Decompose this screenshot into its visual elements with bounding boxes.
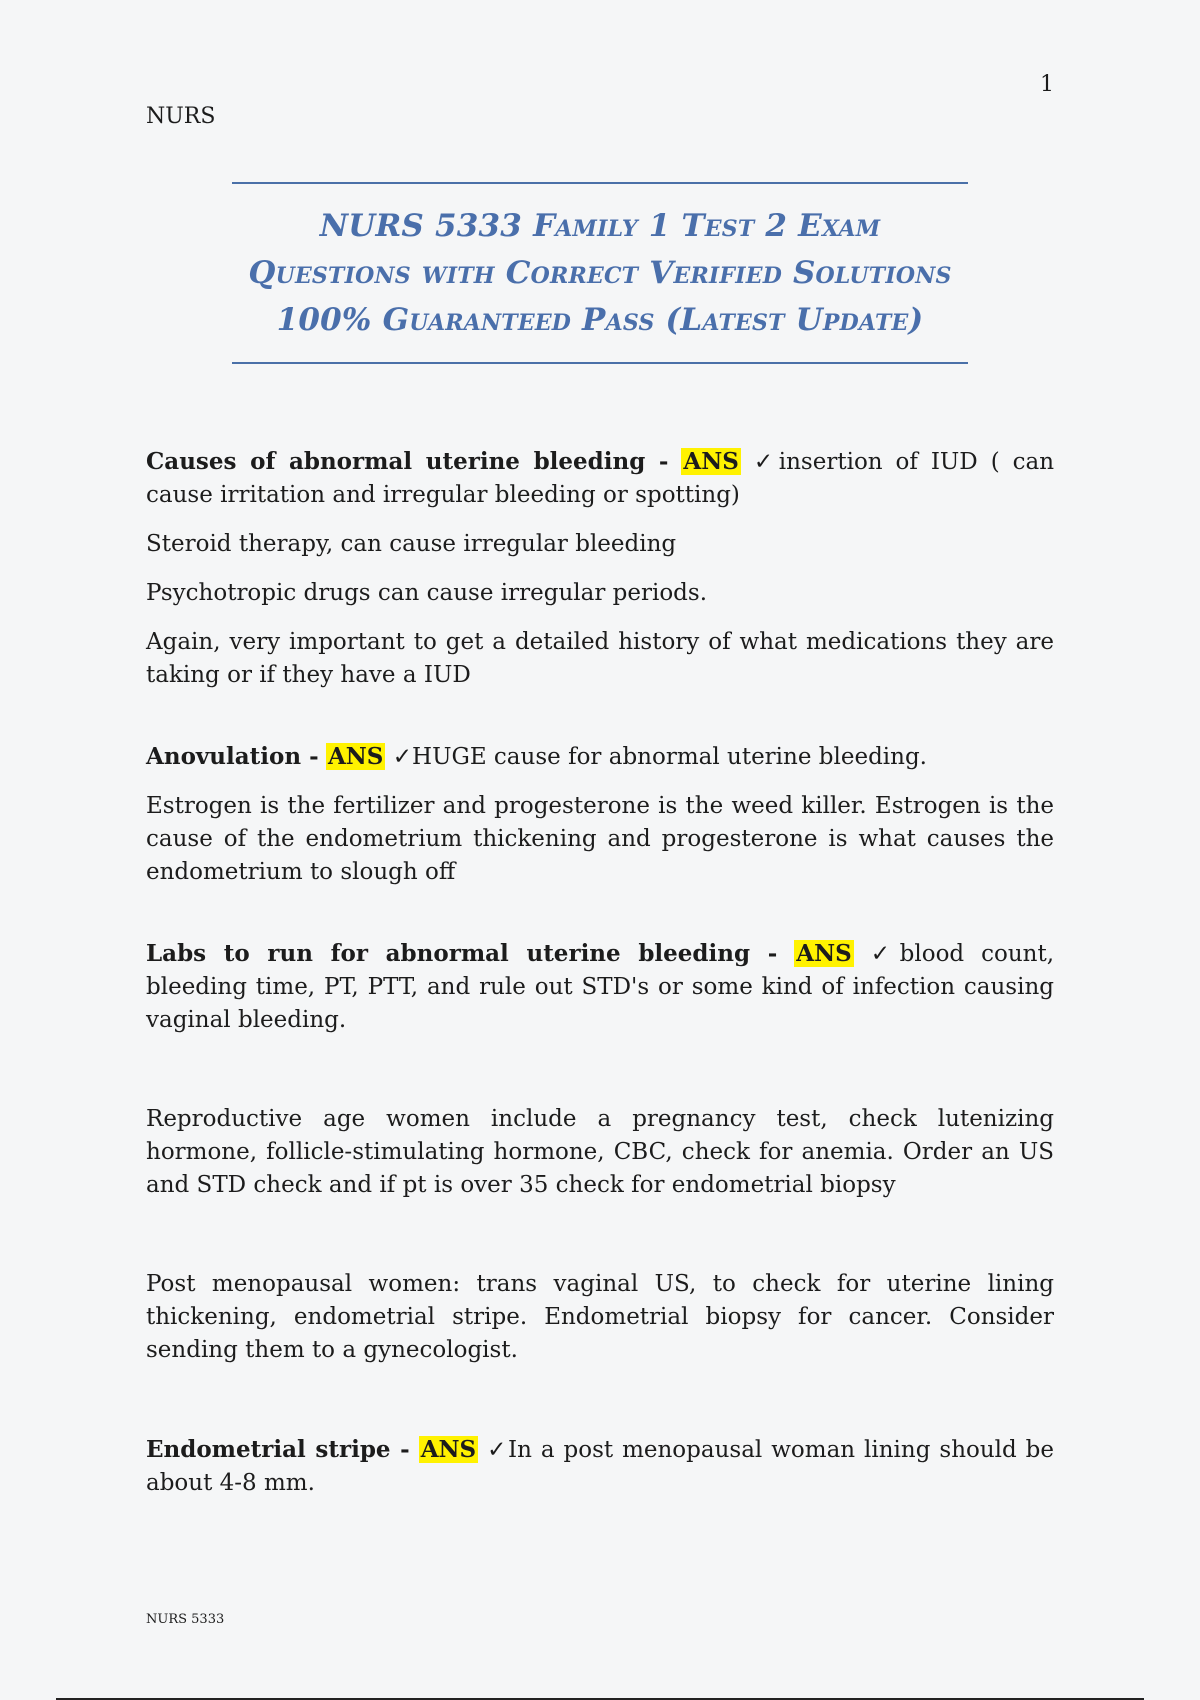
check-icon: ✓ — [392, 744, 413, 770]
ans-highlight: ANS — [796, 940, 852, 967]
note-paragraph: Again, very important to get a detailed history of what medications they are taking or if they have a IUD — [146, 629, 1054, 688]
qa-item — [146, 937, 1054, 1037]
ans-highlight: ANS — [683, 448, 739, 475]
question-term: Labs to run for abnormal uterine bleeding - — [146, 940, 778, 967]
question-term: Causes of abnormal uterine bleeding - — [146, 448, 669, 475]
question-term: Anovulation - — [146, 743, 319, 770]
note-paragraph: Post menopausal women: trans vaginal US, to check for uterine lining thickening, endometrial stripe. Endometrial biopsy for cancer. Consider sending them to a gynecologist. — [146, 1271, 1054, 1363]
qa-item — [146, 1433, 1054, 1500]
note-paragraph: Reproductive age women include a pregnancy test, check lutenizing hormone, follicle-stimulating hormone, CBC, check for anemia. Order an US and STD check and if pt is over 35 check for endometrial biopsy — [146, 1106, 1054, 1198]
check-icon: ✓ — [870, 941, 900, 967]
document-title: NURS 5333 Family 1 Test 2 Exam Questions with Correct Verified Solutions 100% Guaranteed Pass (Latest Update) — [248, 207, 952, 338]
document-body — [146, 445, 1054, 1516]
qa-item — [146, 445, 1054, 512]
answer-text: HUGE cause for abnormal uterine bleeding. — [412, 744, 927, 770]
running-header: NURS — [146, 104, 216, 129]
page-number: 1 — [1040, 72, 1054, 97]
answer-text: blood count, bleeding time, PT, PTT, and rule out STD's or some kind of infection causing vaginal bleeding. — [146, 941, 1055, 1033]
ans-highlight: ANS — [420, 1436, 477, 1463]
question-term: Endometrial stripe - — [146, 1436, 410, 1463]
running-footer: NURS 5333 — [146, 1612, 225, 1627]
ans-highlight: ANS — [327, 743, 384, 770]
check-icon: ✓ — [753, 449, 779, 475]
qa-item — [146, 740, 1054, 774]
title-block — [232, 182, 968, 364]
note-paragraph: Steroid therapy, can cause irregular bleeding — [146, 531, 677, 557]
answer-text: In a post menopausal woman lining should be about 4-8 mm. — [146, 1437, 1055, 1496]
answer-text: insertion of IUD ( can cause irritation and irregular bleeding or spotting) — [146, 449, 1055, 508]
check-icon: ✓ — [487, 1437, 509, 1463]
note-paragraph: Psychotropic drugs can cause irregular periods. — [146, 580, 708, 606]
note-paragraph: Estrogen is the fertilizer and progesterone is the weed killer. Estrogen is the cause of the endometrium thickening and progesterone is what causes the endometrium to slough off — [146, 793, 1054, 885]
